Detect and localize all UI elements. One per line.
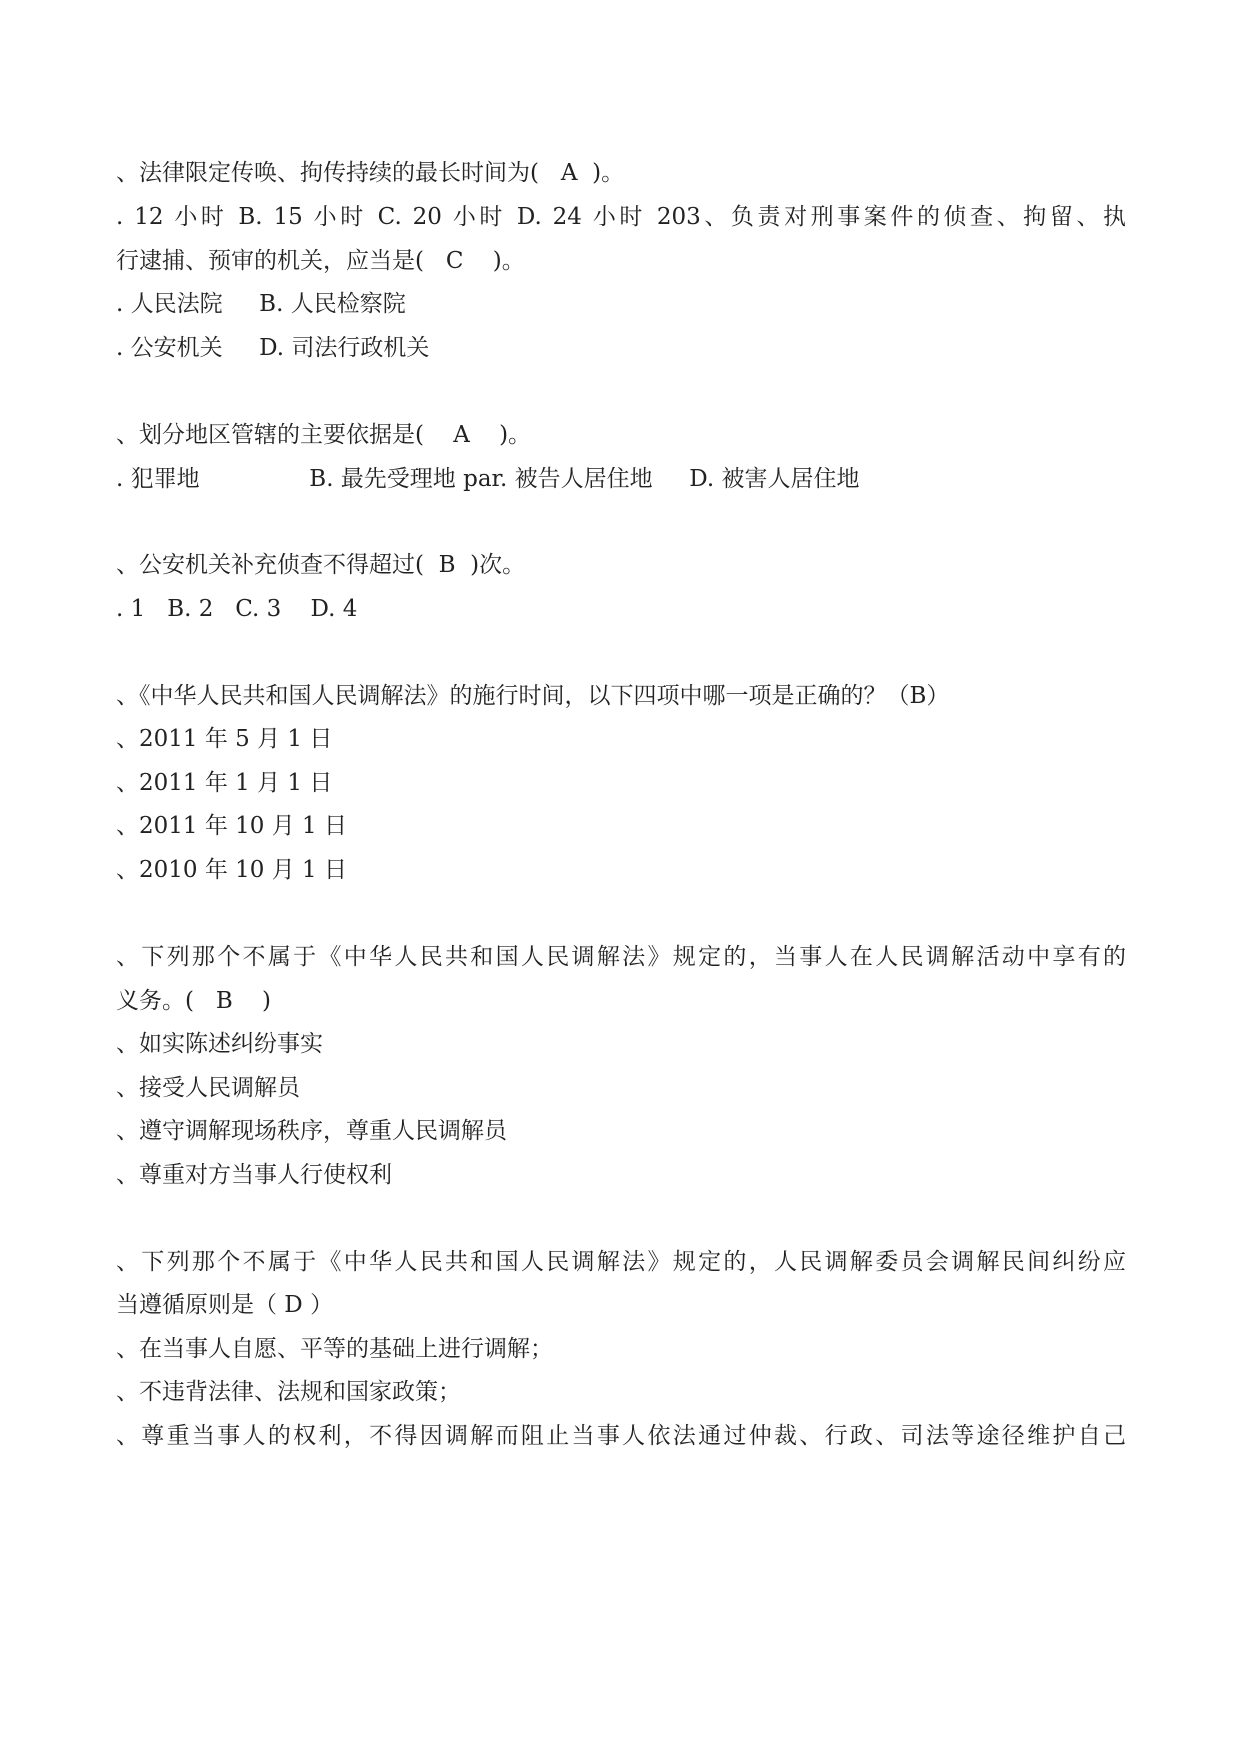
- question-option: 、尊重对方当事人行使权利: [116, 1162, 392, 1188]
- question-options-line: . 12 小时 B. 15 小时 C. 20 小时 D. 24 小时 203、负责对刑事案件的侦查、拘留、执: [116, 204, 1126, 230]
- question-option: 、2011 年 1 月 1 日: [116, 770, 333, 796]
- question-option: 、接受人民调解员: [116, 1075, 300, 1101]
- question-stem: 、《中华人民共和国人民调解法》的施行时间，以下四项中哪一项是正确的？（B）: [116, 683, 950, 709]
- question-options-line: . 人民法院 B. 人民检察院: [116, 291, 406, 317]
- question-option: 、2011 年 10 月 1 日: [116, 813, 347, 839]
- question-stem: 、公安机关补充侦查不得超过( B )次。: [116, 552, 526, 578]
- question-stem: 、划分地区管辖的主要依据是( A )。: [116, 422, 532, 448]
- question-option: 、遵守调解现场秩序，尊重人民调解员: [116, 1118, 507, 1144]
- question-stem: 、下列那个不属于《中华人民共和国人民调解法》规定的，当事人在人民调解活动中享有的: [116, 944, 1126, 970]
- question-stem: 行逮捕、预审的机关，应当是( C )。: [116, 248, 525, 274]
- question-option: 、如实陈述纠纷事实: [116, 1031, 323, 1057]
- question-options-line: . 1 B. 2 C. 3 D. 4: [116, 596, 358, 622]
- question-stem: 、法律限定传唤、拘传持续的最长时间为( A )。: [116, 160, 625, 186]
- question-stem: 当遵循原则是（ D ）: [116, 1292, 334, 1318]
- question-options-line: . 公安机关 D. 司法行政机关: [116, 335, 430, 361]
- question-option: 、2011 年 5 月 1 日: [116, 726, 333, 752]
- question-options-line: . 犯罪地 B. 最先受理地 par. 被告人居住地 D. 被害人居住地: [116, 466, 860, 492]
- question-stem: 、下列那个不属于《中华人民共和国人民调解法》规定的，人民调解委员会调解民间纠纷应: [116, 1249, 1126, 1275]
- question-option: 、2010 年 10 月 1 日: [116, 857, 347, 883]
- question-option: 、尊重当事人的权利，不得因调解而阻止当事人依法通过仲裁、行政、司法等途径维护自己: [116, 1423, 1126, 1449]
- question-option: 、在当事人自愿、平等的基础上进行调解；: [116, 1336, 553, 1362]
- question-option: 、不违背法律、法规和国家政策；: [116, 1379, 461, 1405]
- question-stem: 义务。( B ): [116, 988, 272, 1014]
